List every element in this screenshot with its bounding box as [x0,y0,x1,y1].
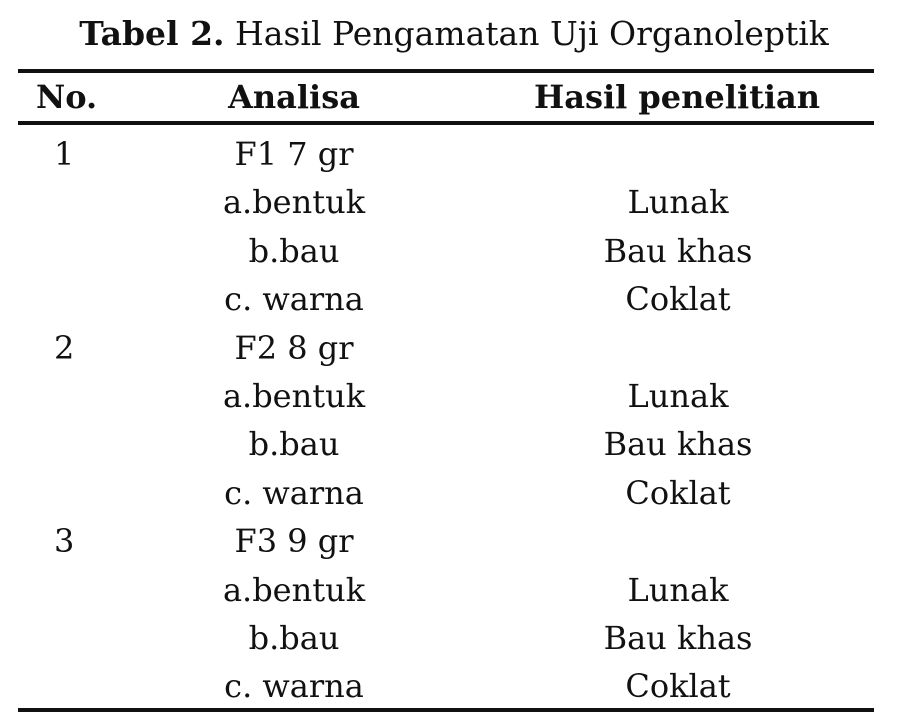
table-row [0,516,908,564]
cell-analisa-text: b.bau [248,618,340,657]
table-row [0,661,908,709]
cell-no: 3 [54,522,75,561]
header-analisa-text: Analisa [228,78,360,116]
cell-analisa-text: c. warna [224,280,364,319]
cell-hasil-text: Lunak [627,570,729,609]
cell-analisa-text: F2 8 gr [234,328,354,367]
table-row [0,468,908,516]
cell-hasil-text: Coklat [625,280,731,319]
cell-analisa-text: b.bau [248,231,340,270]
table-row [0,613,908,661]
table-row [0,323,908,371]
cell-hasil-text: Lunak [627,183,729,222]
cell-analisa-text: a.bentuk [222,183,366,222]
table-caption-label: Tabel 2. [79,14,225,53]
cell-analisa-text: b.bau [248,425,340,464]
cell-hasil-text: Coklat [625,667,731,706]
cell-hasil-text: Lunak [627,376,729,415]
cell-analisa-text: a.bentuk [222,570,366,609]
table-caption [0,14,908,53]
cell-analisa-text: F1 7 gr [234,135,354,173]
cell-no: 1 [54,135,75,173]
table-caption-text: Hasil Pengamatan Uji Organoleptik [235,14,829,53]
cell-analisa-text: F3 9 gr [234,522,354,561]
cell-analisa-text: c. warna [224,667,364,706]
cell-hasil-text: Coklat [625,473,731,512]
cell-analisa-text: c. warna [224,473,364,512]
table-row [0,177,908,225]
cell-analisa-text: a.bentuk [222,376,366,415]
header-no: No. [36,78,98,116]
header-hasil-text: Hasil penelitian [533,78,821,116]
table-body [0,129,908,710]
table-row [0,129,908,177]
cell-hasil-text: Bau khas [603,425,753,464]
cell-hasil-text: Bau khas [603,231,753,270]
table-row [0,226,908,274]
table-top-rule [18,69,874,73]
table-row [0,565,908,613]
table-row [0,371,908,419]
cell-hasil-text: Bau khas [603,618,753,657]
table-row [0,274,908,322]
table-bottom-rule [18,708,874,712]
table-header-rule [18,121,874,125]
table-row [0,419,908,467]
cell-no: 2 [54,328,75,367]
